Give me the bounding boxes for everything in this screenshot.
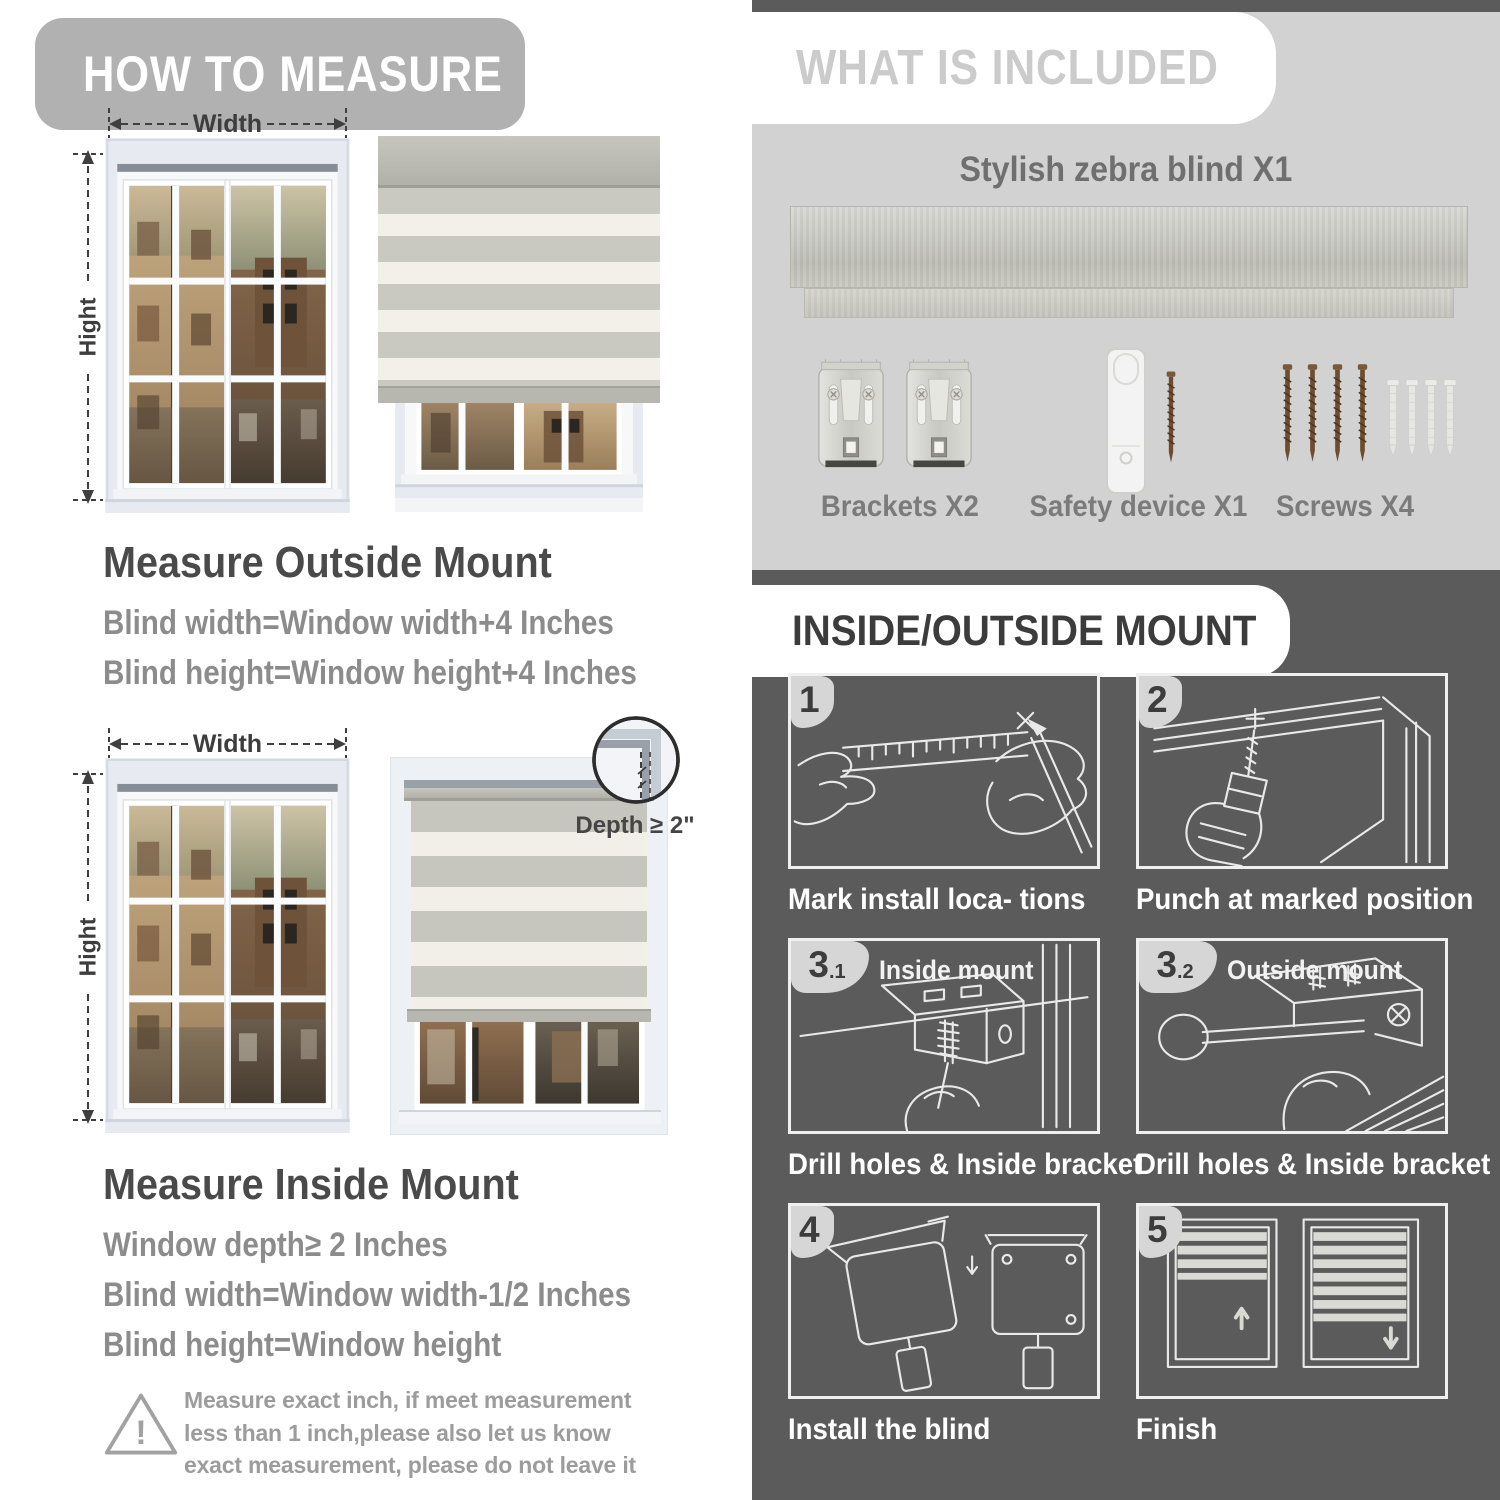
blind-bottom-rail (378, 386, 660, 403)
width-arrow-outside (105, 108, 350, 138)
inside-outside-mount-banner (752, 585, 1290, 677)
what-is-included-title: WHAT IS INCLUDED (796, 41, 1219, 95)
step-number-badge: 3 .2 (1139, 941, 1217, 993)
anchor-image-2 (1405, 374, 1419, 462)
right-column (752, 0, 1500, 1500)
width-label: Width (192, 110, 263, 138)
inside-mount-label: Inside mount (879, 955, 1034, 985)
blind-cassette (378, 136, 660, 188)
warning-triangle-icon (102, 1388, 180, 1462)
blind-stripes (378, 188, 660, 386)
top-dark-strip (752, 0, 1500, 12)
screw-image-1 (1280, 360, 1295, 466)
depth-label: Depth ≥ 2" (575, 812, 695, 839)
depth-magnifier (588, 712, 684, 808)
zebra-blind-headrail-image (790, 206, 1468, 288)
step-number-badge: 2 (1139, 676, 1182, 728)
window-panes-below-blind (404, 1022, 654, 1110)
inside-formula-depth: Window depth≥ 2 Inches (103, 1226, 448, 1264)
step-5-caption: Finish (1136, 1413, 1218, 1446)
inside-outside-mount-title: INSIDE/OUTSIDE MOUNT (792, 607, 1257, 655)
bracket-image-2 (904, 358, 974, 476)
screw-image-3 (1330, 360, 1345, 466)
step-number-badge: 5 (1139, 1206, 1182, 1258)
height-arrow-outside (73, 146, 103, 508)
window-photo-inside (105, 758, 350, 1133)
height-label: Hight (74, 297, 101, 357)
step-3-2-caption: Drill holes & Inside bracket (1136, 1148, 1491, 1181)
anchor-image-1 (1386, 374, 1400, 462)
anchor-image-3 (1424, 374, 1438, 462)
zebra-blind-outside-mount-illustration (378, 136, 660, 512)
outside-formula-height: Blind height=Window height+4 Inches (103, 654, 637, 692)
step-3-1-panel (788, 938, 1100, 1134)
step-2-panel (1136, 673, 1448, 869)
drill-drawing (1139, 676, 1445, 866)
step-number-badge: 1 (791, 676, 834, 728)
inside-mount-heading: Measure Inside Mount (103, 1160, 519, 1209)
step-4-panel (788, 1203, 1100, 1399)
blind-bottom-rail (407, 1009, 651, 1022)
step-3-2-panel (1136, 938, 1448, 1134)
safety-screw-image (1164, 368, 1178, 466)
screws-caption: Screws X4 (1276, 490, 1415, 523)
mark-locations-drawing (791, 676, 1097, 866)
outside-formula-width: Blind width=Window width+4 Inches (103, 604, 614, 642)
zebra-blind-item-label: Stylish zebra blind X1 (959, 150, 1293, 189)
exclamation-glyph: ! (135, 1414, 147, 1453)
anchor-image-4 (1443, 374, 1457, 462)
how-to-measure-title: HOW TO MEASURE (83, 46, 503, 102)
window-sill (399, 1110, 661, 1124)
step-5-panel (1136, 1203, 1448, 1399)
install-blind-drawing (791, 1206, 1097, 1396)
width-label: Width (192, 730, 263, 758)
step-2-caption: Punch at marked position (1136, 883, 1474, 916)
zebra-blind-rail-image (804, 288, 1454, 318)
inside-outside-mount-section (752, 570, 1500, 1500)
outside-mount-label: Outside mount (1227, 955, 1403, 985)
outside-mount-heading: Measure Outside Mount (103, 538, 552, 587)
height-arrow-inside (73, 766, 103, 1128)
step-1-caption: Mark install loca- tions (788, 883, 1086, 916)
height-label: Hight (74, 917, 101, 977)
safety-device-caption: Safety device X1 (1029, 490, 1248, 523)
step-3-1-caption: Drill holes & Inside bracket (788, 1148, 1143, 1181)
measure-note: Measure exact inch, if meet measurement less than 1 inch,please also let us know exact measurement, please do not leave it (184, 1387, 636, 1479)
inside-formula-width: Blind width=Window width-1/2 Inches (103, 1276, 632, 1314)
width-arrow-inside (105, 728, 350, 758)
screw-image-4 (1355, 360, 1370, 466)
what-is-included-banner (752, 12, 1276, 124)
brackets-caption: Brackets X2 (820, 490, 980, 523)
inside-formula-height: Blind height=Window height (103, 1326, 502, 1364)
step-number-badge: 3 .1 (791, 941, 869, 993)
safety-device-image (1104, 346, 1148, 496)
step-4-caption: Install the blind (788, 1413, 991, 1446)
step-number-badge: 4 (791, 1206, 834, 1258)
bracket-image-1 (816, 358, 886, 476)
window-bottom-view (394, 403, 644, 512)
finish-drawing (1139, 1206, 1445, 1396)
window-photo-outside (105, 138, 350, 513)
step-1-panel (788, 673, 1100, 869)
what-is-included-section (752, 12, 1500, 570)
screw-image-2 (1305, 360, 1320, 466)
